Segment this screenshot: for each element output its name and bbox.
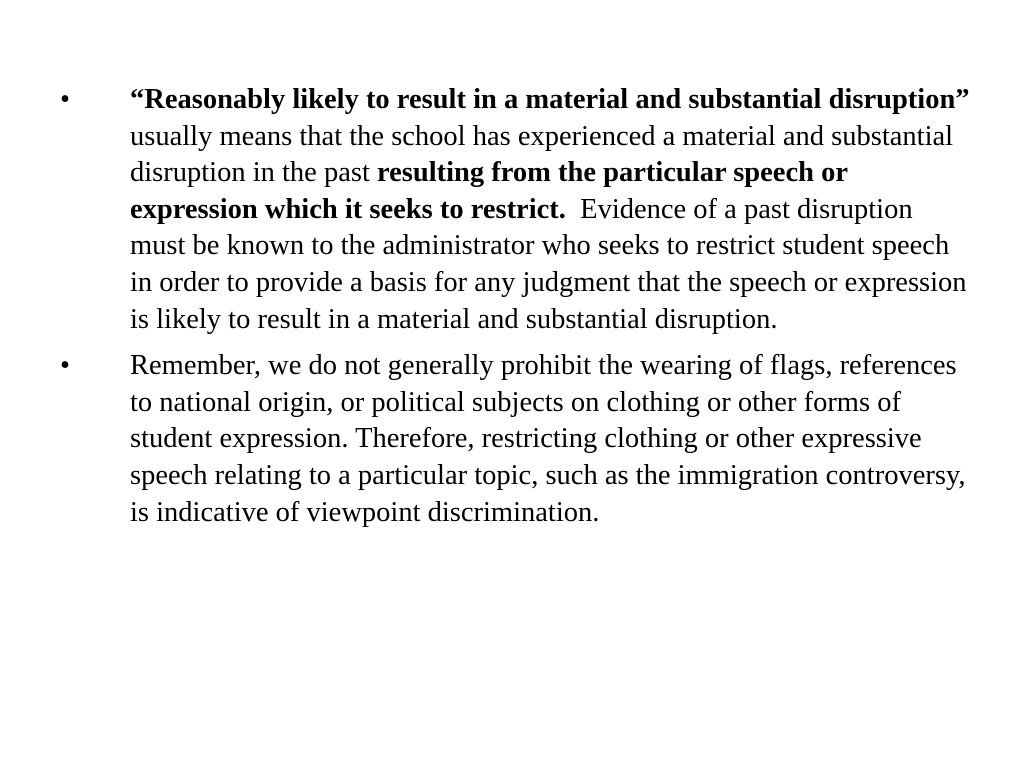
bullet-list bbox=[60, 82, 974, 541]
bullet-text bbox=[130, 84, 974, 335]
text-phrase: Remember, we do not generally prohibit the wearing of flags, references to national origin, or political subjects on clothing or other forms of student expression. Therefore, restricting clothing or other expressive speech relating to a particular topic, such as the immigration controversy, is indicative of viewpoint discrimination. bbox=[130, 350, 966, 528]
bold-phrase: “Reasonably likely to result in a material and substantial disruption” bbox=[130, 84, 970, 115]
bullet-dot-icon: • bbox=[60, 84, 70, 115]
text-phrase: usually means that the school has experienced a material and substantial disruption in the past bbox=[130, 120, 954, 189]
text-phrase: Evidence of a past disruption must be known to the administrator who seeks to restrict student speech in order to provide a basis for any judgment that the speech or expression is likely to result in a material and substantial disruption. bbox=[130, 193, 974, 335]
bullet-item-1 bbox=[60, 82, 974, 338]
bold-phrase: resulting from the particular speech or expression which it seeks to restrict. bbox=[130, 157, 848, 225]
bullet-text bbox=[130, 350, 965, 527]
bullet-dot-icon: • bbox=[60, 350, 70, 382]
bullet-item-2 bbox=[60, 348, 970, 531]
